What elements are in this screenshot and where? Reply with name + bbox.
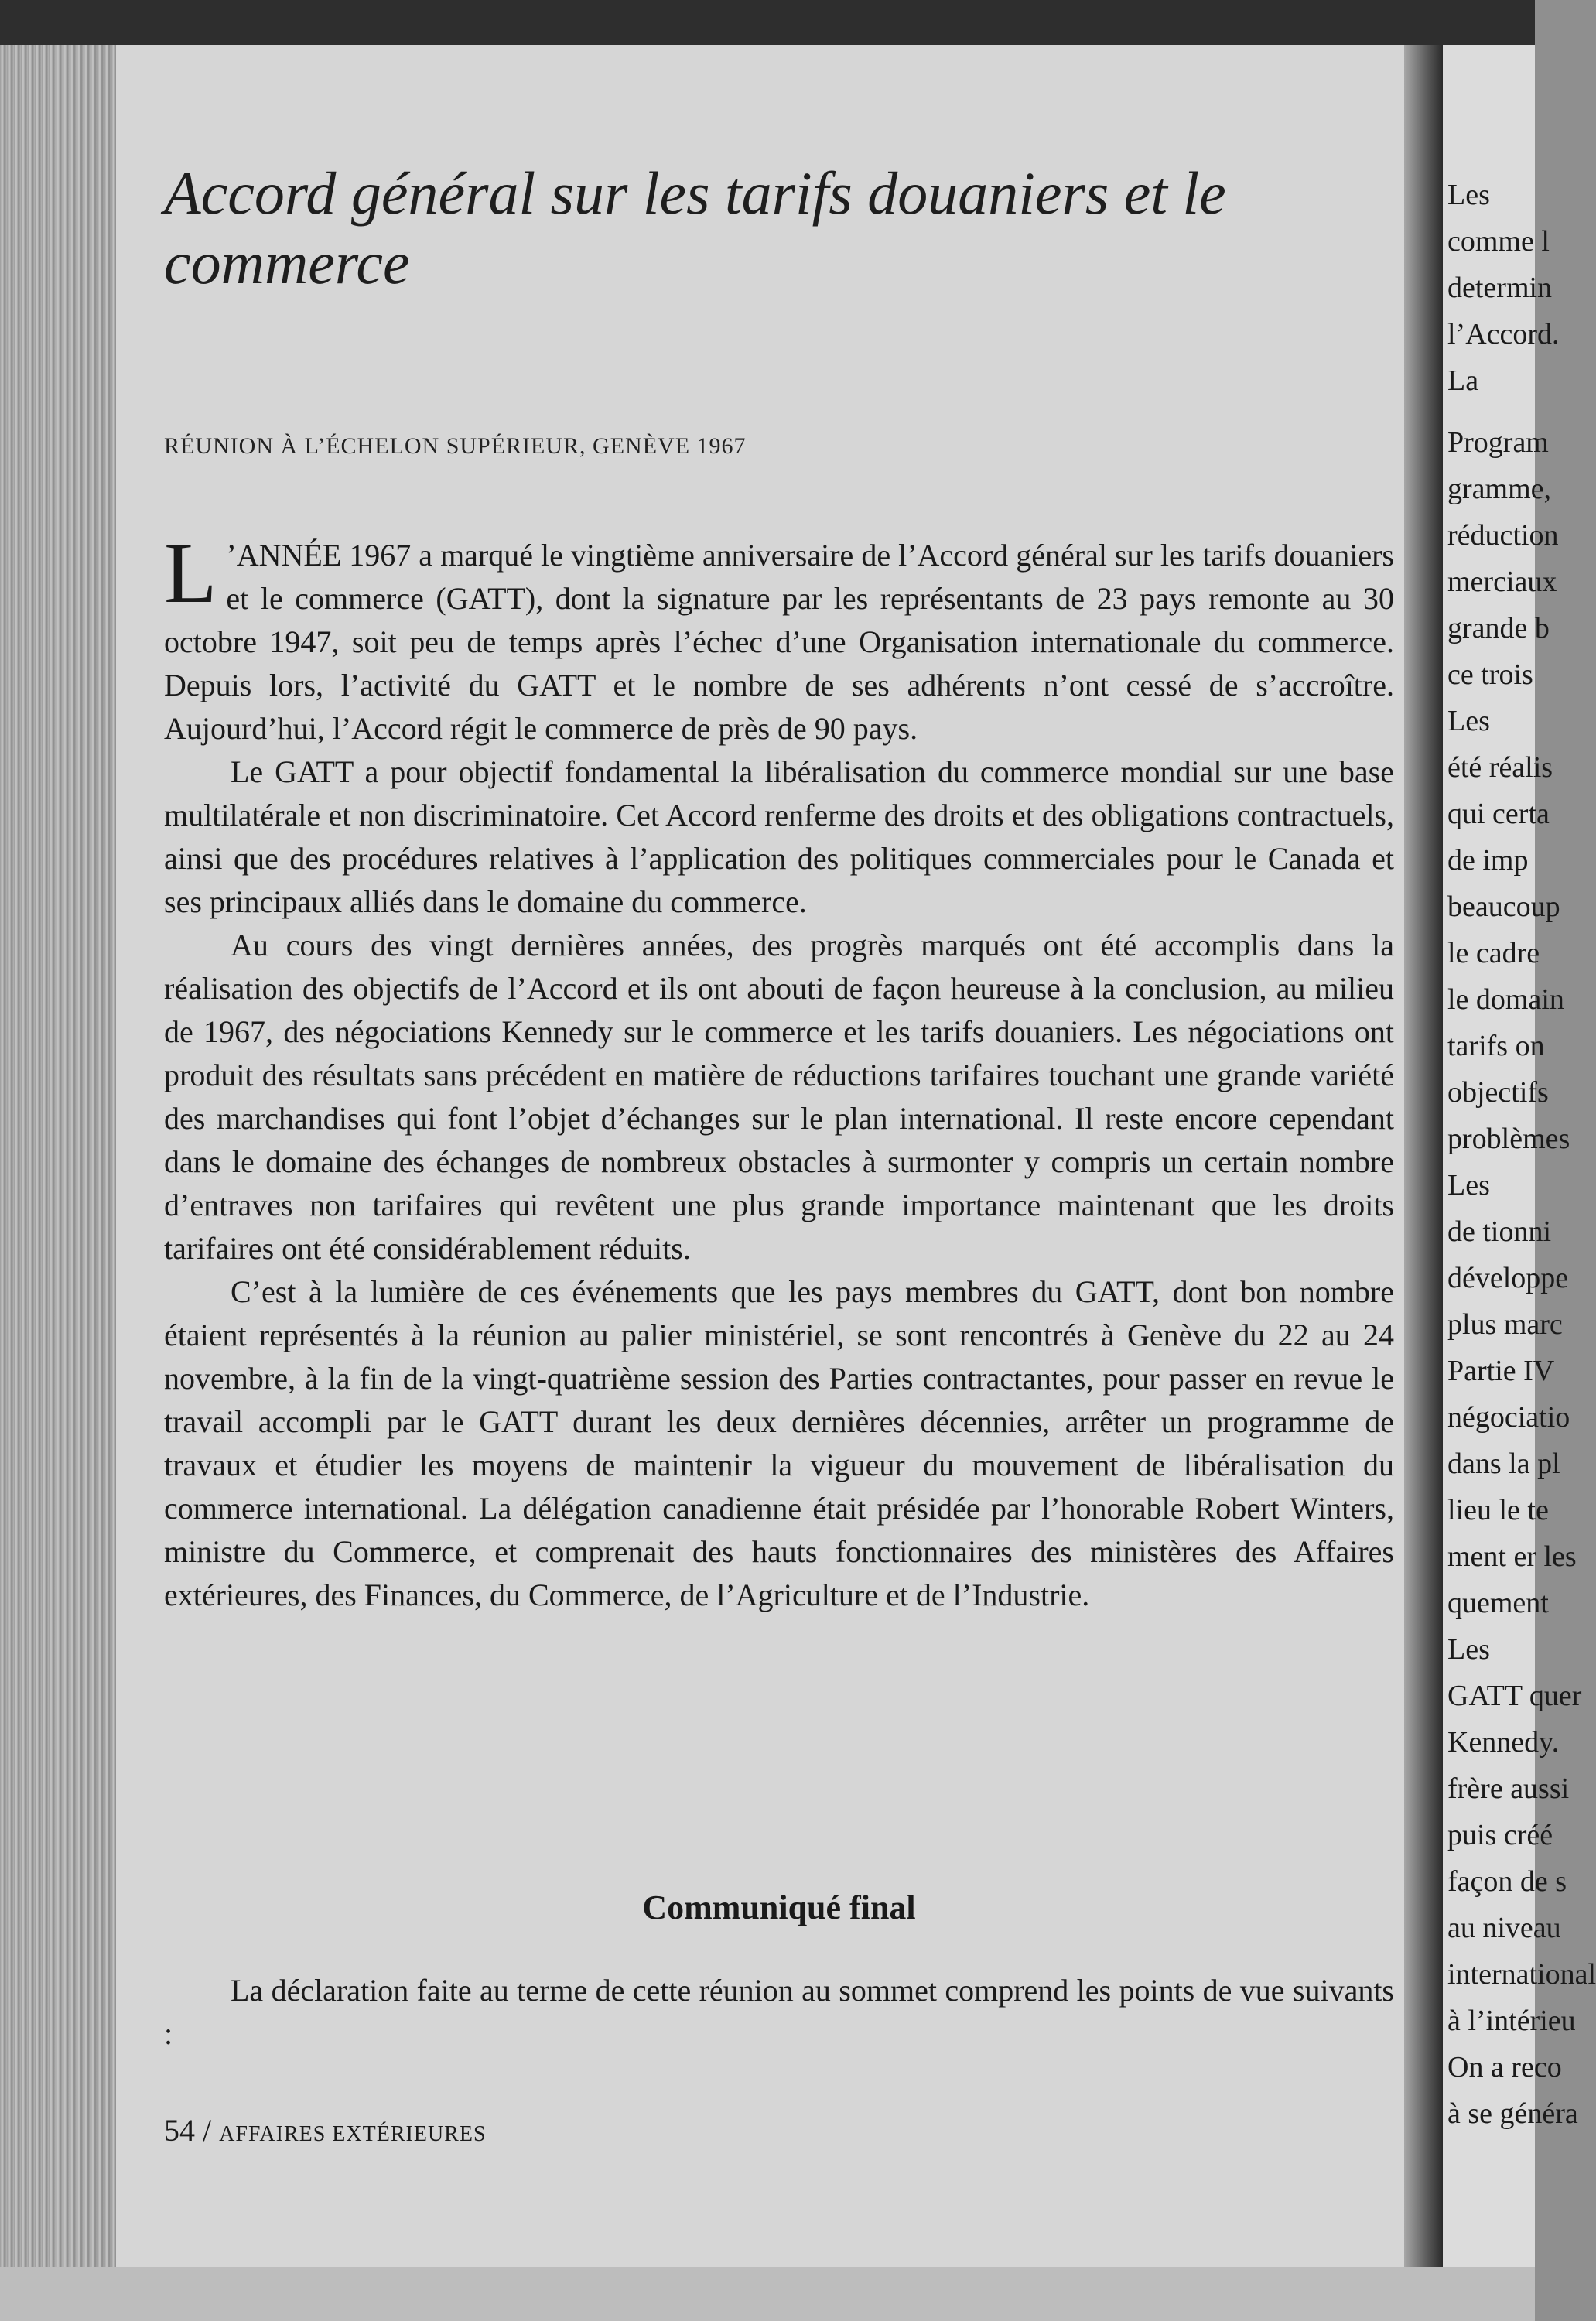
next-page-edge	[1443, 45, 1596, 2267]
next-page-line: l’Accord.	[1447, 318, 1560, 350]
next-page-line: été réalis	[1447, 751, 1553, 784]
next-page-line: de tionni	[1447, 1215, 1552, 1248]
article-body	[164, 525, 1394, 1617]
next-page-line: Kennedy.	[1447, 1726, 1560, 1759]
next-page-line: le domain	[1447, 983, 1564, 1016]
next-page-line: merciaux	[1447, 566, 1557, 598]
page-number: 54	[164, 2113, 195, 2148]
next-page-line: à l’intérieu	[1447, 2005, 1576, 2037]
next-page-line: international	[1447, 1958, 1596, 1991]
next-page-line: Les	[1447, 705, 1490, 737]
page-gutter	[1404, 45, 1443, 2267]
next-page-line: qui certa	[1447, 798, 1550, 830]
next-page-line: le cadre	[1447, 937, 1540, 969]
intro-small-caps: ’ANNÉE	[226, 538, 342, 573]
next-page-line: plus marc	[1447, 1308, 1563, 1341]
next-page-line: puis créé	[1447, 1819, 1553, 1851]
next-page-line: ment er les	[1447, 1540, 1577, 1573]
next-page-line: développe	[1447, 1262, 1569, 1294]
next-page-line: façon de s	[1447, 1865, 1567, 1898]
footer-separator: /	[203, 2113, 212, 2148]
paragraph-4: C’est à la lumière de ces événements que les pays membres du GATT, dont bon nombre étaient représentés à la réunion au palier ministériel, se sont rencontrés à Genève du 22 au 24 novembre, à la fin de la vingt-quatrième session des Parties contractantes, pour passer en revue le travail accompli par le GATT durant les deux dernières décennies, arrêter un programme de travaux et étudier les moyens de maintenir la vigueur du mouvement de libéralisation du commerce international. La délégation canadienne était présidée par l’honorable Robert Winters, ministre du Commerce, et comprenait des hauts fonctionnaires des ministères des Affaires extérieures, des Finances, du Commerce, de l’Agriculture et de l’Industrie.	[164, 1274, 1394, 1612]
next-page-line: objectifs	[1447, 1076, 1549, 1109]
scan-top-edge	[0, 0, 1535, 45]
scan-bottom-edge	[0, 2267, 1535, 2321]
next-page-line: réduction	[1447, 519, 1559, 552]
article-title: Accord général sur les tarifs douaniers et le commerce	[164, 159, 1226, 296]
next-page-line: de imp	[1447, 844, 1529, 877]
next-page-line: On a reco	[1447, 2051, 1562, 2083]
paragraph-1	[164, 525, 1394, 750]
next-page-line: Les	[1447, 1633, 1490, 1666]
next-page-line: négociatio	[1447, 1401, 1570, 1434]
article-subtitle: RÉUNION À L’ÉCHELON SUPÉRIEUR, GENÈVE 1967	[164, 433, 747, 459]
next-page-line: GATT quer	[1447, 1680, 1582, 1712]
next-page-line: à se généra	[1447, 2097, 1578, 2130]
paragraph-3: Au cours des vingt dernières années, des progrès marqués ont été accomplis dans la réalisation des objectifs de l’Accord et ils ont abouti de façon heureuse à la conclusion, au milieu de 1967, des négociations Kennedy sur le commerce et les tarifs douaniers. Les négociations ont produit des résultats sans précédent en matière de réductions tarifaires touchant une grande variété des marchandises qui font l’objet d’échanges sur le plan international. Il reste encore cependant dans le domaine des échanges de nombreux obstacles à surmonter y compris un certain nombre d’entraves non tarifaires qui revêtent une plus grande importance maintenant que les droits tarifaires ont été considérablement réduits.	[164, 928, 1394, 1266]
next-page-line: frère aussi	[1447, 1772, 1570, 1805]
next-page-line: Program	[1447, 426, 1549, 459]
next-page-line: gramme,	[1447, 473, 1552, 505]
next-page-line: quement	[1447, 1587, 1549, 1619]
next-page-line: problèmes	[1447, 1123, 1570, 1155]
next-page-line: tarifs on	[1447, 1030, 1545, 1062]
closing-paragraph: La déclaration faite au terme de cette réunion au sommet comprend les points de vue suivants :	[164, 1973, 1394, 2051]
next-page-line: au niveau	[1447, 1912, 1561, 1944]
page-footer	[164, 2112, 860, 2148]
next-page-line: dans la pl	[1447, 1448, 1560, 1480]
publication-name: AFFAIRES EXTÉRIEURES	[219, 2122, 487, 2146]
next-page-line: ce trois	[1447, 658, 1533, 691]
paragraph-2: Le GATT a pour objectif fondamental la libéralisation du commerce mondial sur une base multilatérale et non discriminatoire. Cet Accord renferme des droits et des obligations contractuels, ainsi que des procédures relatives à l’application des politiques commerciales pour le Canada et ses principaux alliés dans le domaine du commerce.	[164, 754, 1394, 919]
next-page-line: Les	[1447, 179, 1490, 211]
paragraph-1-text: 1967 a marqué le vingtième anniversaire de l’Accord général sur les tarifs douaniers et le commerce (GATT), dont la signature par les représentants de 23 pays remonte au 30 octobre 1947, soit peu de temps après l’échec d’une Organisation internationale du commerce. Depuis lors, l’activité du GATT et le nombre de ses adhérents n’ont cessé de s’accroître. Aujourd’hui, l’Accord régit le commerce de près de 90 pays.	[164, 538, 1394, 746]
drop-cap: L	[164, 525, 217, 621]
next-page-line: determin	[1447, 272, 1553, 304]
next-page-line: Partie IV	[1447, 1355, 1555, 1387]
next-page-line: comme l	[1447, 225, 1550, 258]
book-binding	[0, 45, 116, 2267]
next-page-line: La	[1447, 364, 1479, 397]
next-page-line: grande b	[1447, 612, 1550, 644]
next-page-line: Les	[1447, 1169, 1490, 1202]
next-page-line: beaucoup	[1447, 890, 1560, 923]
section-title: Communiqué final	[642, 1889, 916, 1926]
next-page-line: lieu le te	[1447, 1494, 1549, 1526]
